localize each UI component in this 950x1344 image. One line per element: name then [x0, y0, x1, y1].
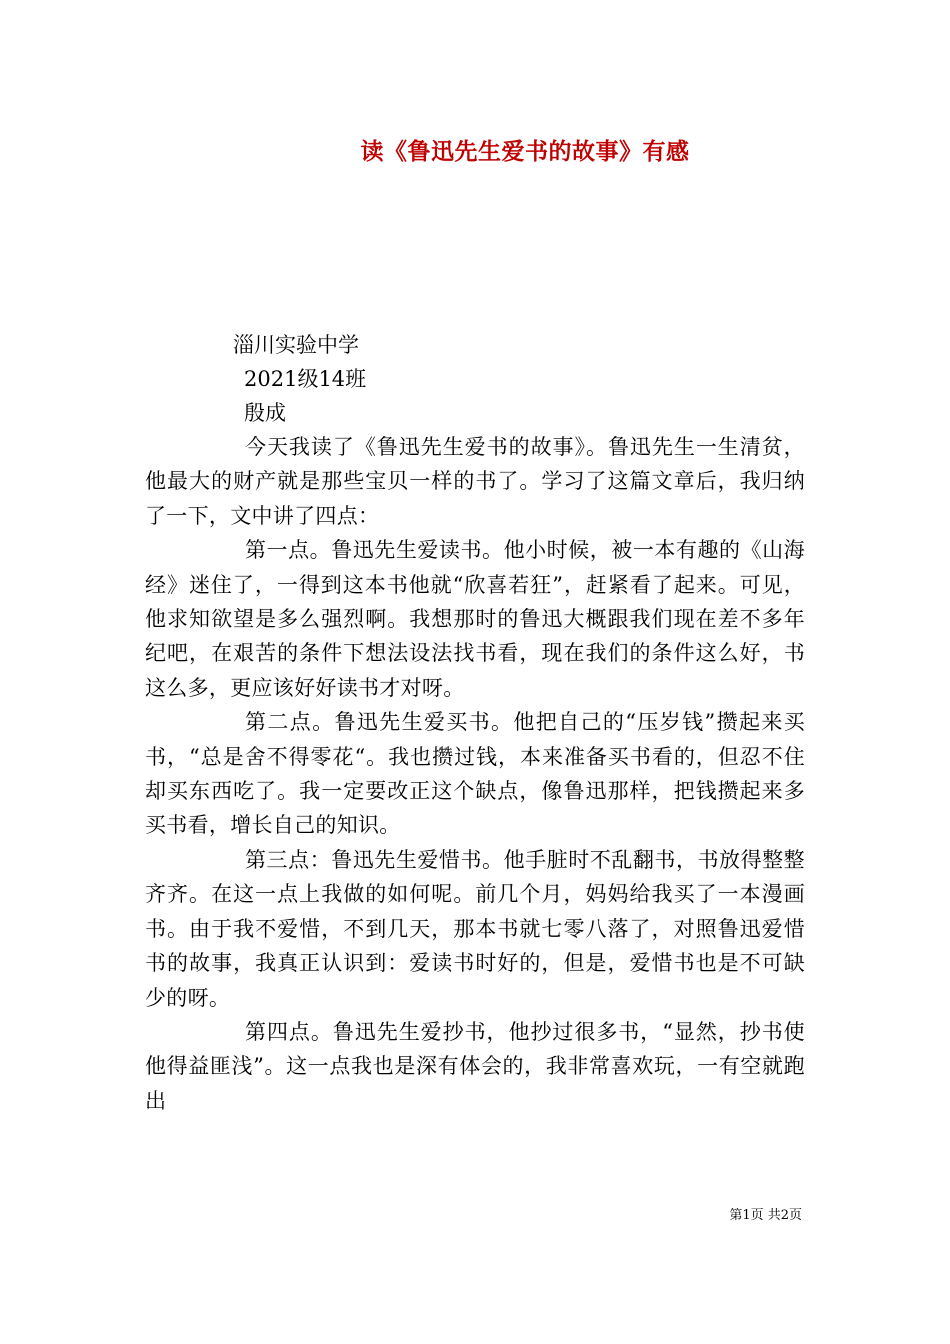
paragraph-intro: 今天我读了《鲁迅先生爱书的故事》。鲁迅先生一生清贫，他最大的财产就是那些宝贝一样的书了。学习了这篇文章后，我归纳了一下，文中讲了四点： [145, 435, 805, 528]
class-name: 2021级14班 [244, 367, 367, 391]
paragraph-point-four: 第四点。鲁迅先生爱抄书，他抄过很多书，“显然，抄书使他得益匪浅”。这一点我也是深有体会的，我非常喜欢玩，一有空就跑出 [145, 1019, 805, 1113]
author-name: 殷成 [244, 401, 286, 425]
page-number: 第1页 共2页 [729, 1208, 802, 1223]
paragraph-point-one: 第一点。鲁迅先生爱读书。他小时候，被一本有趣的《山海经》迷住了，一得到这本书他就“欣喜若狂”，赶紧看了起来。可见，他求知欲望是多么强烈啊。我想那时的鲁迅大概跟我们现在差不多年纪吧，在艰苦的条件下想法设法找书看，现在我们的条件这么好，书这么多，更应该好好读书才对呀。 [145, 538, 805, 700]
paragraph-point-three: 第三点：鲁迅先生爱惜书。他手脏时不乱翻书，书放得整整齐齐。在这一点上我做的如何呢。前几个月，妈妈给我买了一本漫画书。由于我不爱惜，不到几天，那本书就七零八落了，对照鲁迅爱惜书的故事，我真正认识到：爱读书时好的，但是，爱惜书也是不可缺少的呀。 [145, 847, 805, 1010]
paragraph-point-two: 第二点。鲁迅先生爱买书。他把自己的“压岁钱”攒起来买书，“总是舍不得零花“。我也攒过钱，本来准备买书看的，但忍不住却买东西吃了。我一定要改正这个缺点，像鲁迅那样，把钱攒起来多买书看，增长自己的知识。 [145, 710, 805, 838]
school-name: 淄川实验中学 [233, 333, 359, 357]
document-title: 读《鲁迅先生爱书的故事》有感 [360, 138, 690, 165]
body-text [145, 430, 805, 1118]
